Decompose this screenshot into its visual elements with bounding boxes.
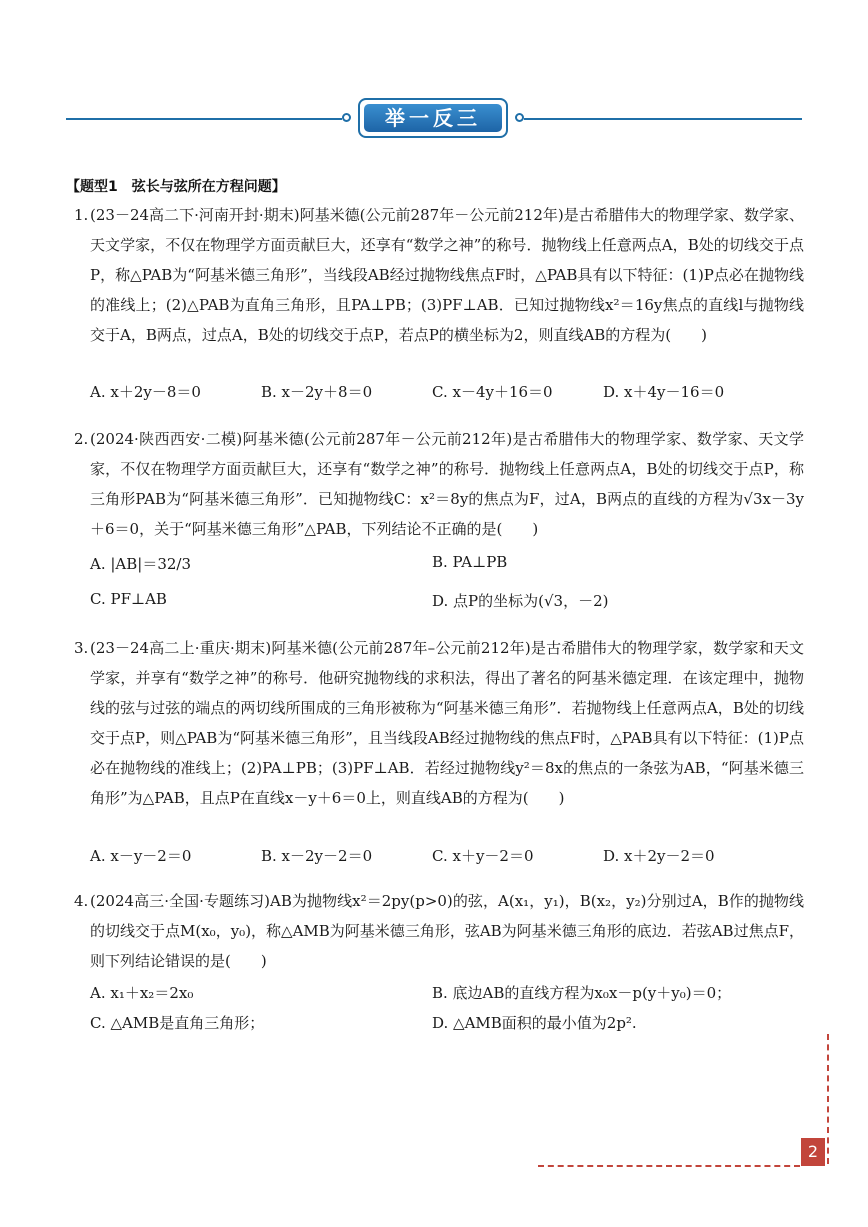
option-b: B. x－2y＋8＝0: [261, 383, 373, 401]
problem-2-options-row2: [90, 590, 790, 620]
banner-dot-left: [342, 113, 351, 122]
banner-line-left: [66, 118, 342, 120]
option-c: C. x－4y＋16＝0: [432, 383, 553, 401]
problem-stem: (23－24高二上·重庆·期末)阿基米德(公元前287年–公元前212年)是古希腊伟大的物理学家，数学家和天文学家，并享有“数学之神”的称号．他研究抛物线的求积法，得出了著名的阿基米德定理．在该定理中，抛物线的弦与过弦的端点的两切线所围成的三角形被称为“阿基米德三角形”．若抛物线上任意两点A，B处的切线交于点P，则△PAB为“阿基米德三角形”，且当线段AB经过抛物线的焦点F时，△PAB具有以下特征：(1)P点必在抛物线的准线上；(2)PA⊥PB；(3)PF⊥AB．若经过抛物线y²＝8x的焦点的一条弦为AB，“阿基米德三角形”为△PAB，且点P在直线x－y＋6＝0上，则直线AB的方程为( ): [90, 639, 804, 807]
problem-2: [74, 424, 804, 544]
problem-number: 3.: [74, 639, 89, 657]
problem-stem: (2024·陕西西安·二模)阿基米德(公元前287年－公元前212年)是古希腊伟大的物理学家、数学家、天文学家，不仅在物理学方面贡献巨大，还享有“数学之神”的称号．抛物线上任意两点A，B处的切线交于点P，称三角形PAB为“阿基米德三角形”．已知抛物线C：x²＝8y的焦点为F，过A，B两点的直线的方程为√3x－3y＋6＝0，关于“阿基米德三角形”△PAB，下列结论不正确的是( ): [90, 430, 804, 538]
option-c: C. △AMB是直角三角形；: [90, 1014, 265, 1032]
problem-4-options-row1: [90, 982, 790, 1012]
option-c: C. x＋y－2＝0: [432, 847, 534, 865]
banner-title: 举一反三: [364, 104, 502, 132]
option-a: A. x₁＋x₂＝2x₀: [90, 984, 194, 1002]
option-b: B. PA⊥PB: [432, 553, 508, 571]
question-type-title: 【题型1 弦长与弦所在方程问题】: [66, 179, 286, 195]
problem-stem: (2024高三·全国·专题练习)AB为抛物线x²＝2py(p>0)的弦，A(x₁，y₁)，B(x₂，y₂)分别过A，B作的抛物线的切线交于点M(x₀，y₀)，称△AMB为阿基米德三角形，弦AB为阿基米德三角形的底边．若弦AB过焦点F，则下列结论错误的是( ): [90, 892, 804, 970]
problem-stem: (23－24高二下·河南开封·期末)阿基米德(公元前287年－公元前212年)是古希腊伟大的物理学家、数学家、天文学家，不仅在物理学方面贡献巨大，还享有“数学之神”的称号．抛物线上任意两点A，B处的切线交于点P，称△PAB为“阿基米德三角形”，当线段AB经过抛物线焦点F时，△PAB具有以下特征：(1)P点必在抛物线的准线上；(2)△PAB为直角三角形，且PA⊥PB；(3)PF⊥AB．已知过抛物线x²＝16y焦点的直线l与抛物线交于A，B两点，过点A，B处的切线交于点P，若点P的横坐标为2，则直线AB的方程为( ): [90, 206, 804, 344]
option-d: D. △AMB面积的最小值为2p².: [432, 1014, 637, 1032]
option-c: C. PF⊥AB: [90, 590, 167, 608]
banner-dot-right: [515, 113, 524, 122]
option-a: A. |AB|＝32/3: [90, 555, 192, 573]
problem-1: [74, 200, 804, 350]
option-d: D. x＋4y－16＝0: [603, 383, 725, 401]
option-a: A. x－y－2＝0: [90, 847, 192, 865]
problem-number: 1.: [74, 206, 89, 224]
problem-4-options-row2: [90, 1012, 790, 1042]
option-b: B. x－2y－2＝0: [261, 847, 373, 865]
problem-1-options: [90, 381, 790, 411]
problem-3: [74, 633, 804, 813]
section-banner: [66, 98, 802, 140]
page-number: 2: [801, 1138, 825, 1166]
option-d: D. 点P的坐标为(√3，－2): [432, 592, 609, 610]
problem-2-options-row1: [90, 553, 790, 583]
page-corner-dashed-horizontal: [538, 1165, 800, 1167]
problem-4: [74, 886, 804, 976]
banner-line-right: [524, 118, 802, 120]
problem-number: 2.: [74, 430, 89, 448]
option-d: D. x＋2y－2＝0: [603, 847, 715, 865]
problem-3-options: [90, 845, 790, 875]
banner-badge: [358, 98, 508, 138]
page-corner-dashed-vertical: [827, 1034, 829, 1164]
option-b: B. 底边AB的直线方程为x₀x－p(y＋y₀)＝0；: [432, 984, 732, 1002]
option-a: A. x＋2y－8＝0: [90, 383, 201, 401]
problem-number: 4.: [74, 892, 89, 910]
